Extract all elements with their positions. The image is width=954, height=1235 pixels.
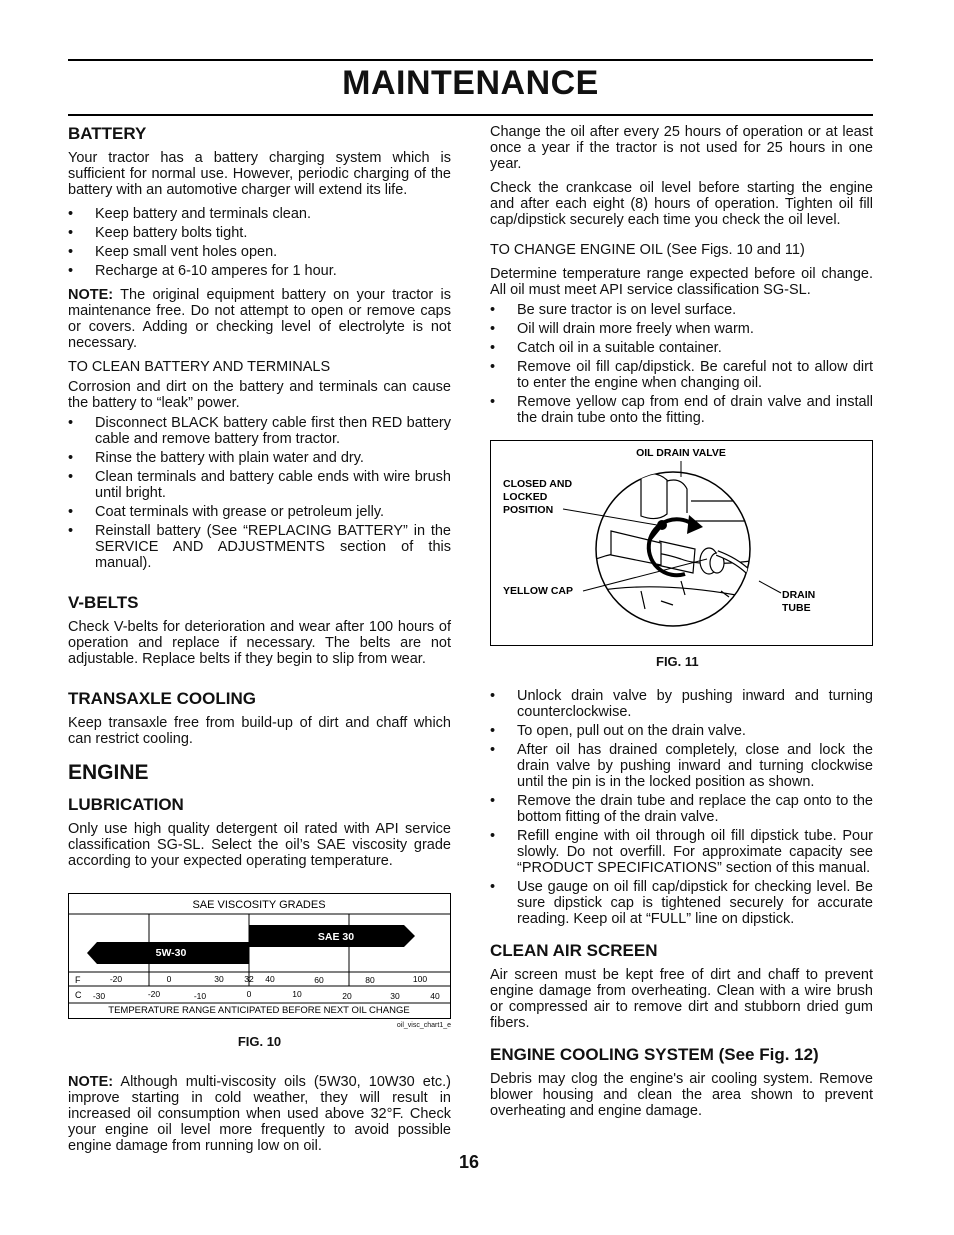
note-text: Although multi-viscosity oils (5W30, 10W30 etc.) improve starting in cold weather, they will result in increased oil consumption when used above 32°F. Check your engine oil level more frequently to avoid possible engine damage from running low on oil. — [68, 1074, 451, 1154]
transaxle-heading: TRANSAXLE COOLING — [68, 689, 256, 708]
f-axis-label: F — [75, 975, 81, 985]
list-item: • Remove oil fill cap/dipstick. Be careful not to allow dirt to enter the engine when changing oil. — [490, 359, 873, 391]
page-number: 16 — [459, 1152, 480, 1172]
list-item: • Clean terminals and battery cable ends with wire brush until bright. — [68, 469, 451, 501]
change-oil-heading: TO CHANGE ENGINE OIL (See Figs. 10 and 11) — [490, 242, 805, 258]
c-tick: -20 — [147, 989, 161, 999]
list-item: • Refill engine with oil through oil fill dipstick tube. Pour slowly. Do not overfill. For approximate capacity see “PRODUCT SPECIFICATIONS” section of this manual. — [490, 828, 873, 876]
list-item: • Be sure tractor is on level surface. — [490, 302, 873, 318]
oil-note — [68, 1074, 451, 1154]
vbelts-heading: V-BELTS — [68, 593, 139, 612]
list-item: • Remove the drain tube and replace the cap onto to the bottom fitting of the drain valve. — [490, 793, 873, 825]
battery-note — [68, 287, 451, 351]
viscosity-chart — [68, 893, 451, 1019]
chart-header: SAE VISCOSITY GRADES — [192, 899, 326, 911]
f-tick: -20 — [109, 974, 123, 984]
drain-valve-bullets — [490, 688, 873, 927]
chart-footer: TEMPERATURE RANGE ANTICIPATED BEFORE NEXT OIL CHANGE — [108, 1005, 410, 1016]
f-tick: 80 — [365, 975, 375, 985]
oil-change-p3: Determine temperature range expected before oil change. All oil must meet API service classification SG-SL. — [490, 266, 873, 298]
lubrication-heading: LUBRICATION — [68, 795, 184, 814]
list-item: • After oil has drained completely, close and lock the drain valve by pushing inward and turning clockwise until the pin is in the locked position as shown. — [490, 742, 873, 790]
vbelts-text: Check V-belts for deterioration and wear after 100 hours of operation and replace if necessary. The belts are not adjustable. Replace belts if they begin to slip from wear. — [68, 619, 451, 667]
c-axis-label: C — [75, 990, 82, 1000]
oil-change-p2: Check the crankcase oil level before starting the engine and after each eight (8) hours of operation. Tighten oil fill cap/dipstick securely each time you check the oil level. — [490, 180, 873, 228]
label-oil-drain-valve: OIL DRAIN VALVE — [636, 447, 726, 459]
c-tick: -10 — [193, 991, 207, 1001]
page-title: MAINTENANCE — [342, 64, 599, 102]
bar-sae30-label: SAE 30 — [317, 931, 355, 943]
f-tick: 0 — [166, 974, 172, 984]
f-tick: 60 — [314, 975, 324, 985]
list-item: • To open, pull out on the drain valve. — [490, 723, 873, 739]
fig11-caption: FIG. 11 — [656, 654, 699, 669]
f-tick: 30 — [214, 974, 224, 984]
c-tick: 20 — [342, 991, 352, 1001]
f-tick: 32 — [244, 974, 254, 984]
list-item: • Oil will drain more freely when warm. — [490, 321, 873, 337]
c-tick: 40 — [430, 991, 440, 1001]
oil-change-p1: Change the oil after every 25 hours of operation or at least once a year if the tractor is not used for 25 hours in one year. — [490, 124, 873, 172]
title-rule — [68, 114, 873, 116]
note-text: The original equipment battery on your tractor is maintenance free. Do not attempt to open or remove caps or covers. Adding or checking level of electrolyte is not necessary. — [68, 287, 451, 351]
c-tick: 10 — [292, 989, 302, 999]
list-item: • Reinstall battery (See “REPLACING BATTERY” in the SERVICE AND ADJUSTMENTS section of this manual). — [68, 523, 451, 571]
right-column — [490, 124, 873, 1127]
label-position: POSITION — [503, 504, 554, 516]
air-screen-text: Air screen must be kept free of dirt and chaff to prevent engine damage from overheating. Clean with a wire brush or compressed air to remove dirt and stubborn dried gum fibers. — [490, 967, 873, 1031]
clean-battery-bullets — [68, 415, 451, 571]
list-item: • Use gauge on oil fill cap/dipstick for checking level. Be sure dipstick cap is tightened securely for accurate reading. Keep oil at “FULL” line on dipstick. — [490, 879, 873, 927]
label-closed: CLOSED AND — [503, 478, 573, 490]
drain-valve-figure — [490, 440, 873, 646]
transaxle-text: Keep transaxle free from build-up of dirt and chaff which can restrict cooling. — [68, 715, 451, 747]
f-tick: 100 — [412, 974, 428, 984]
battery-intro: Your tractor has a battery charging system which is sufficient for normal use. However, periodic charging of the battery with an automotive charger will extend its life. — [68, 150, 451, 198]
label-yellow-cap: YELLOW CAP — [503, 585, 573, 597]
clean-battery-heading: TO CLEAN BATTERY AND TERMINALS — [68, 359, 331, 375]
c-tick: 0 — [246, 989, 252, 999]
left-column — [68, 124, 451, 1162]
c-tick: 30 — [390, 991, 400, 1001]
list-item: • Rinse the battery with plain water and dry. — [68, 450, 451, 466]
oil-change-bullets — [490, 302, 873, 426]
air-screen-heading: CLEAN AIR SCREEN — [490, 941, 658, 960]
drain-valve-illustration — [491, 441, 872, 645]
cooling-heading: ENGINE COOLING SYSTEM (See Fig. 12) — [490, 1045, 819, 1064]
list-item: • Keep battery and terminals clean. — [68, 206, 451, 222]
label-drain: DRAIN — [782, 589, 816, 601]
battery-bullets — [68, 206, 451, 279]
note-label: NOTE: — [68, 1074, 114, 1090]
battery-heading: BATTERY — [68, 124, 147, 143]
list-item: • Keep battery bolts tight. — [68, 225, 451, 241]
top-rule — [68, 59, 873, 61]
list-item: • Disconnect BLACK battery cable first then RED battery cable and remove battery from tractor. — [68, 415, 451, 447]
list-item: • Remove yellow cap from end of drain valve and install the drain tube onto the fitting. — [490, 394, 873, 426]
clean-battery-intro: Corrosion and dirt on the battery and terminals can cause the battery to “leak” power. — [68, 379, 451, 411]
chart-code: oil_visc_chart1_e — [396, 1022, 451, 1029]
viscosity-chart-svg — [69, 894, 450, 1018]
engine-heading: ENGINE — [68, 761, 149, 784]
cooling-text: Debris may clog the engine's air cooling system. Remove blower housing and clean the area shown to prevent overheating and engine damage. — [490, 1071, 873, 1119]
lubrication-text: Only use high quality detergent oil rated with API service classification SG-SL. Select the oil’s SAE viscosity grade according to your expected operating temperature. — [68, 821, 451, 869]
list-item: • Recharge at 6-10 amperes for 1 hour. — [68, 263, 451, 279]
list-item: • Keep small vent holes open. — [68, 244, 451, 260]
note-label: NOTE: — [68, 287, 114, 303]
fig10-caption: FIG. 10 — [237, 1034, 282, 1049]
f-tick: 40 — [265, 974, 275, 984]
c-tick: -30 — [92, 991, 106, 1001]
list-item: • Coat terminals with grease or petroleum jelly. — [68, 504, 451, 520]
list-item: • Unlock drain valve by pushing inward and turning counterclockwise. — [490, 688, 873, 720]
list-item: • Catch oil in a suitable container. — [490, 340, 873, 356]
label-locked: LOCKED — [503, 491, 548, 503]
bar-5w30-label: 5W-30 — [155, 947, 187, 959]
label-tube: TUBE — [782, 602, 811, 614]
